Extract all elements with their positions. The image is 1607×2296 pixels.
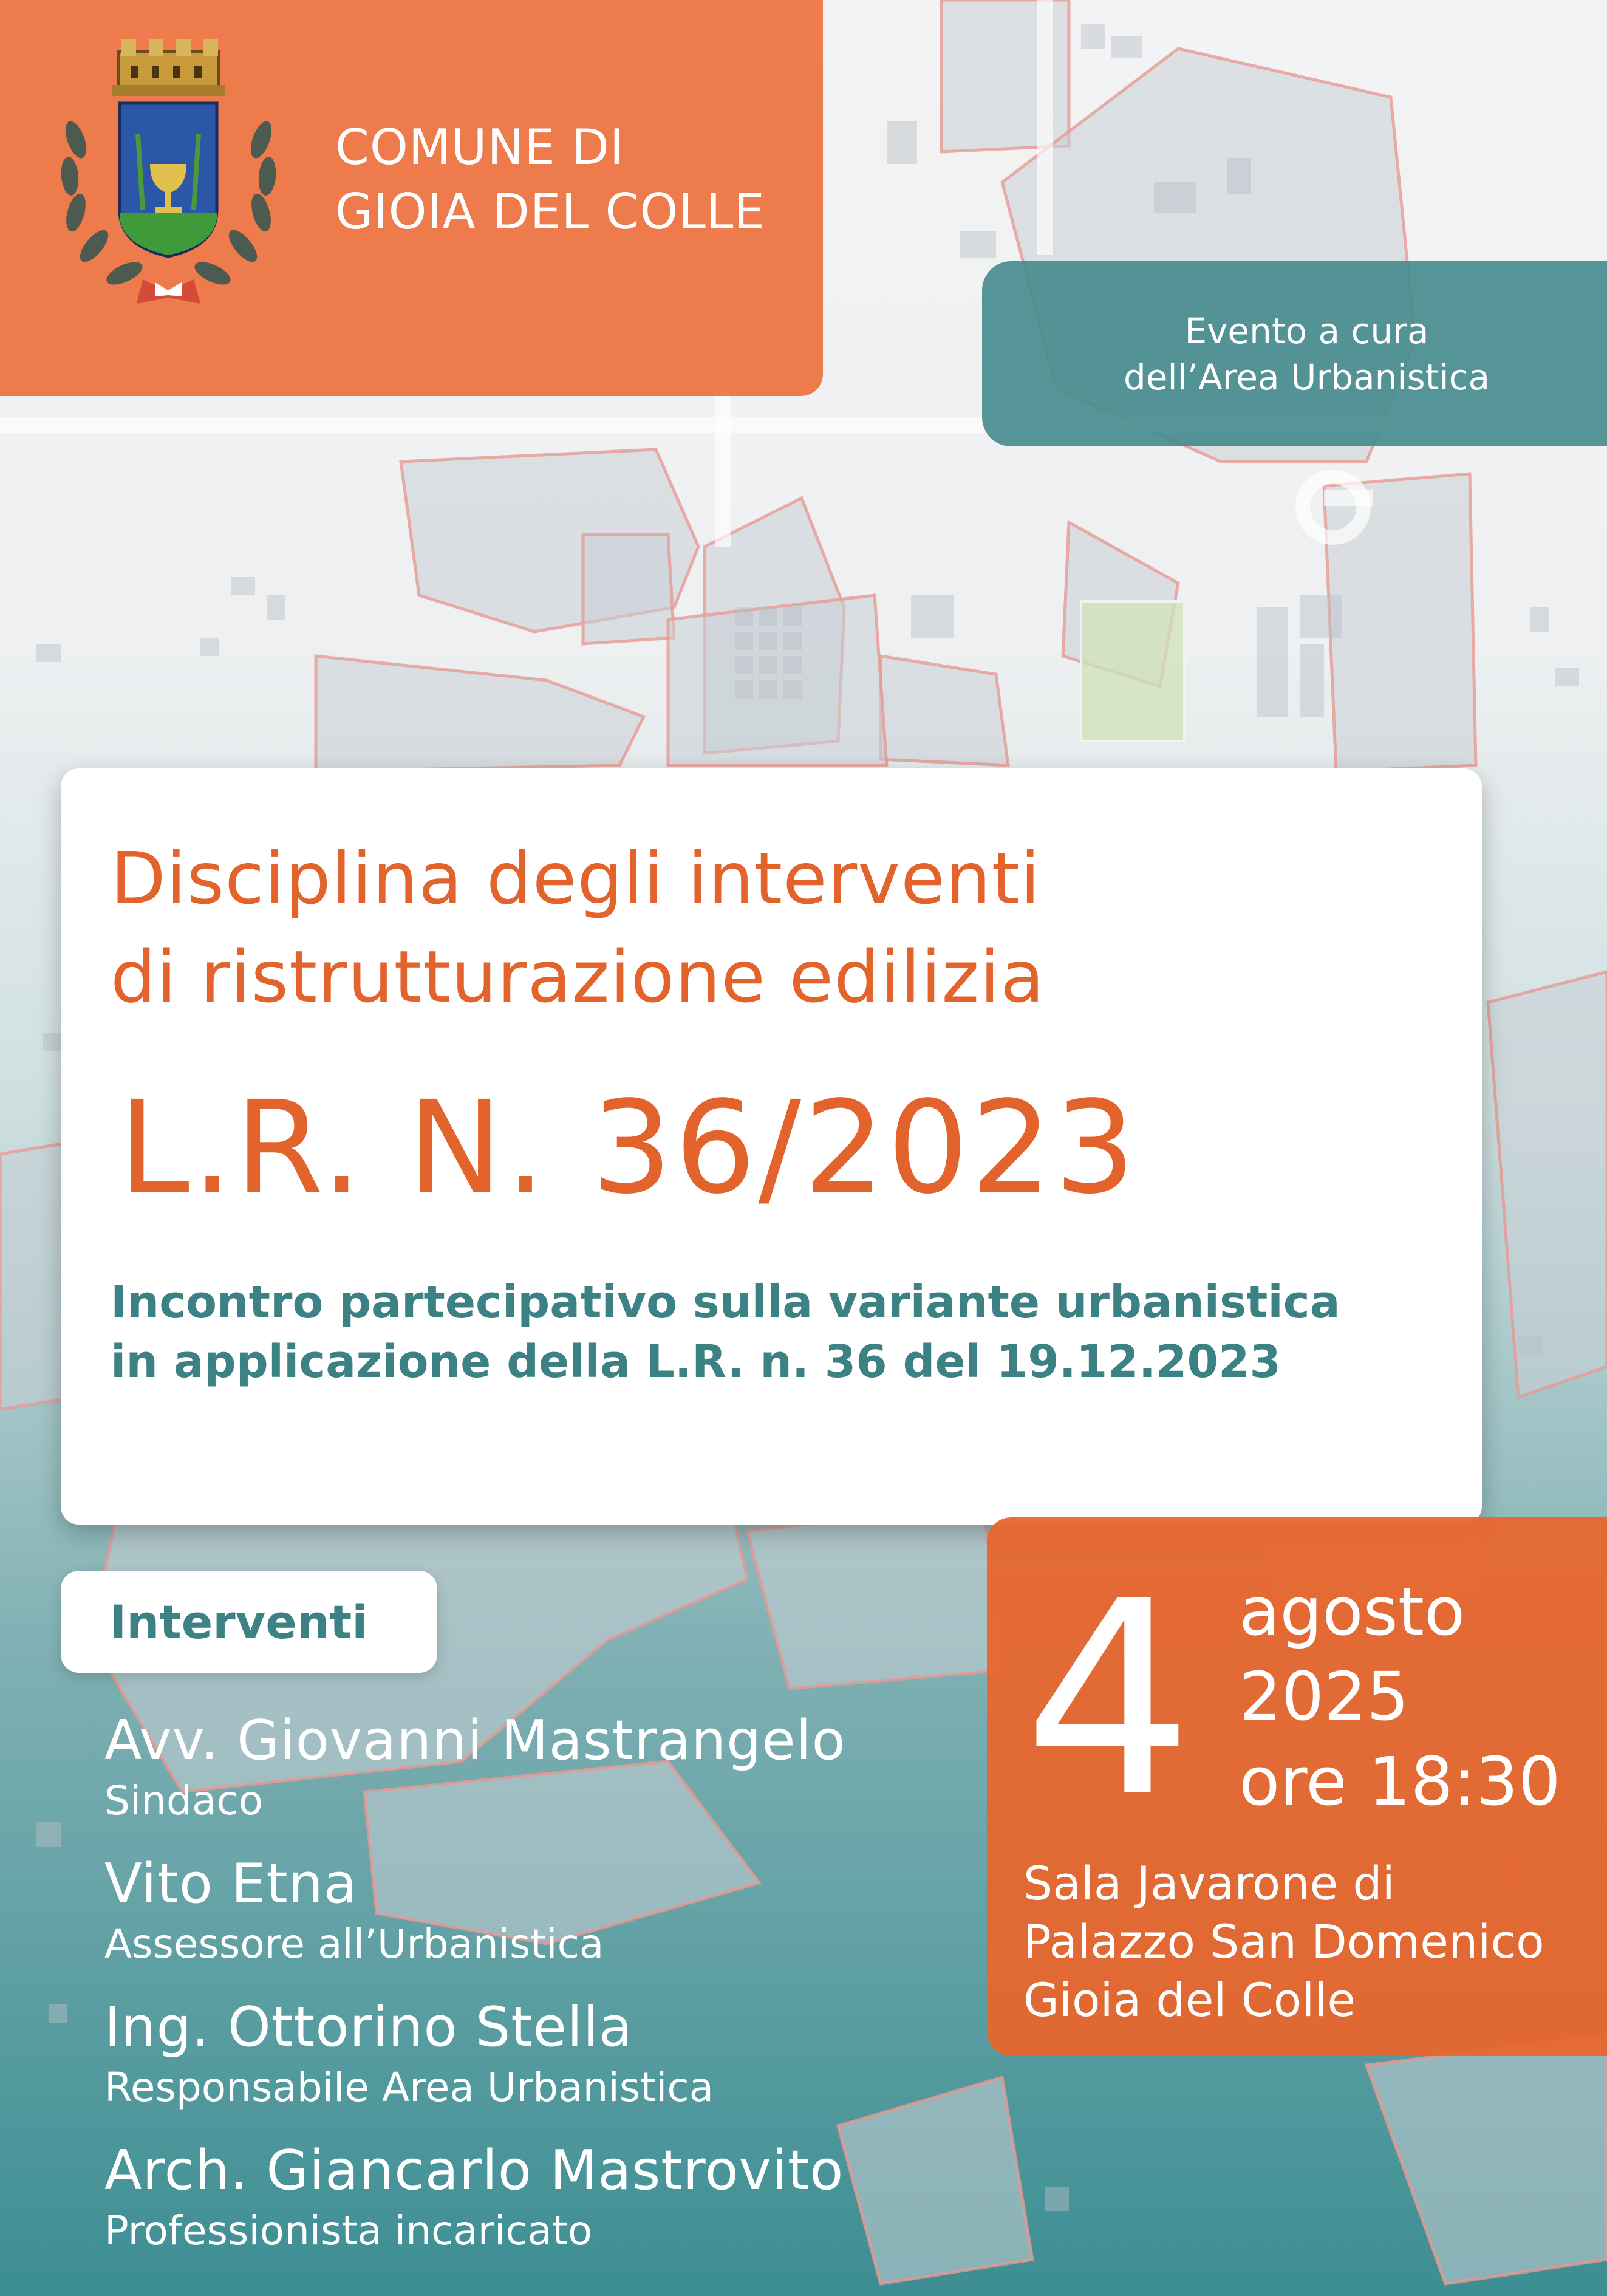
speaker-name: Arch. Giancarlo Mastrovito — [104, 2139, 844, 2202]
speaker-role: Sindaco — [104, 1777, 264, 1824]
speaker-name: Vito Etna — [104, 1852, 358, 1916]
event-subtitle-line-2: in applicazione della L.R. n. 36 del 19.12.2023 — [111, 1336, 1281, 1388]
event-title-line-1: Disciplina degli interventi — [111, 836, 1041, 920]
municipality-name — [335, 115, 765, 244]
event-date-box — [987, 1517, 1607, 2056]
venue-line-1: Sala Javarone di — [1023, 1856, 1395, 1910]
event-title — [111, 829, 1045, 1026]
speaker-name: Ing. Ottorino Stella — [104, 1995, 633, 2059]
speakers-list — [104, 1707, 846, 2280]
organizer-banner — [982, 261, 1607, 446]
event-month: agosto — [1239, 1573, 1465, 1650]
speaker-role: Professionista incaricato — [104, 2207, 593, 2254]
venue-line-3: Gioia del Colle — [1023, 1973, 1356, 2027]
organizer-line-1: Evento a cura — [1184, 310, 1429, 352]
organizer-text — [1124, 308, 1490, 400]
speakers-label-box — [61, 1571, 437, 1673]
event-title-line-2: di ristrutturazione edilizia — [111, 935, 1045, 1019]
speaker-role: Responsabile Area Urbanistica — [104, 2064, 714, 2111]
event-year: 2025 — [1239, 1658, 1409, 1735]
speaker-name: Avv. Giovanni Mastrangelo — [104, 1709, 846, 1772]
event-day: 4 — [1023, 1544, 1193, 1855]
municipality-line-1: COMUNE DI — [335, 119, 625, 176]
event-subtitle — [111, 1273, 1340, 1392]
speaker-role: Assessore all’Urbanistica — [104, 1921, 604, 1967]
organizer-line-2: dell’Area Urbanistica — [1123, 356, 1490, 398]
event-venue — [1023, 1854, 1544, 2029]
municipality-line-2: GIOIA DEL COLLE — [335, 183, 765, 240]
event-subtitle-line-1: Incontro partecipativo sulla variante urbanistica — [111, 1276, 1340, 1328]
law-reference: L.R. N. 36/2023 — [118, 1073, 1138, 1222]
header-banner — [0, 0, 823, 396]
speaker-item — [104, 2137, 846, 2257]
municipal-crest-icon — [52, 36, 285, 310]
title-card — [61, 768, 1482, 1525]
speaker-item — [104, 1707, 846, 1827]
venue-line-2: Palazzo San Domenico — [1023, 1915, 1544, 1969]
speakers-label: Interventi — [109, 1595, 368, 1649]
speaker-item — [104, 1994, 846, 2114]
event-time: ore 18:30 — [1239, 1743, 1561, 1820]
speaker-item — [104, 1850, 846, 1970]
